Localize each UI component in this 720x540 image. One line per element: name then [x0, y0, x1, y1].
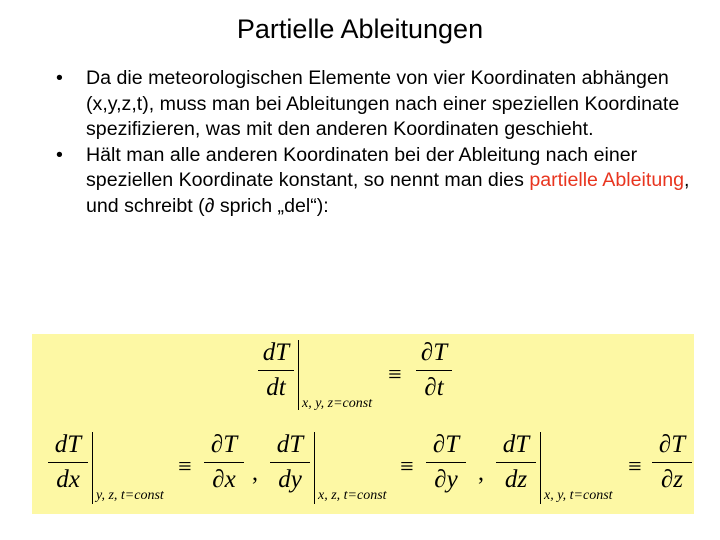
- separator-comma: ,: [478, 460, 484, 486]
- fraction-numerator: dT: [54, 431, 82, 458]
- formula-box: [32, 334, 694, 514]
- equivalence-symbol: ≡: [178, 454, 192, 480]
- fraction-numerator: dT: [502, 431, 530, 458]
- evaluation-bar: [314, 432, 315, 504]
- constant-condition: x, y, z=const: [302, 396, 373, 411]
- constant-condition: x, y, t=const: [544, 488, 613, 503]
- fraction-numerator: dT: [276, 431, 304, 458]
- fraction-numerator: ∂T: [420, 339, 448, 366]
- rhs-fraction: [426, 430, 466, 495]
- bullet-dot: •: [56, 143, 63, 166]
- slide-title: Partielle Ableitungen: [236, 14, 484, 44]
- fraction-denominator: dz: [496, 462, 536, 495]
- evaluation-bar: [92, 432, 93, 504]
- lhs-fraction: [270, 430, 310, 495]
- fraction-denominator: ∂y: [426, 462, 466, 495]
- constant-condition: x, z, t=const: [318, 488, 387, 503]
- separator-comma: ,: [252, 460, 258, 486]
- bullet-item-1: [56, 66, 696, 143]
- fraction-denominator: dt: [258, 370, 294, 403]
- constant-condition: y, z, t=const: [96, 488, 164, 503]
- fraction-numerator: ∂T: [432, 431, 460, 458]
- rhs-fraction: [204, 430, 244, 495]
- evaluation-bar: [298, 340, 299, 410]
- fraction-numerator: ∂T: [210, 431, 238, 458]
- rhs-fraction: [416, 338, 452, 403]
- fraction-denominator: ∂x: [204, 462, 244, 495]
- fraction-denominator: ∂z: [652, 462, 692, 495]
- fraction-numerator: ∂T: [658, 431, 686, 458]
- lhs-fraction: [258, 338, 294, 403]
- lhs-fraction: [48, 430, 88, 495]
- fraction-denominator: dx: [48, 462, 88, 495]
- bullet-1-text: Da die meteorologischen Elemente von vier Koordinaten abhängen (x,y,z,t), muss man bei Ableitungen nach einer speziellen Koordinate spezifizieren, was mit den anderen Koordinaten geschieht.: [86, 67, 680, 140]
- bullet-list: [56, 66, 696, 219]
- fraction-denominator: dy: [270, 462, 310, 495]
- bullet-2-line2: und schreibt (∂ sprich „del“):: [86, 194, 329, 217]
- bullet-2-text: Hält man alle anderen Koordinaten bei der Ableitung nach einer speziellen Koordinate konstant, so nennt man dies: [86, 143, 638, 191]
- rhs-fraction: [652, 430, 692, 495]
- lhs-fraction: [496, 430, 536, 495]
- fraction-numerator: dT: [262, 339, 290, 366]
- fraction-denominator: ∂t: [416, 370, 452, 403]
- equivalence-symbol: ≡: [400, 454, 414, 480]
- highlighted-term: partielle Ableitung: [529, 169, 685, 191]
- evaluation-bar: [540, 432, 541, 504]
- bullet-2-punct: ,: [684, 169, 690, 191]
- bullet-item-2: [56, 143, 696, 220]
- bullet-dot: •: [56, 67, 63, 89]
- equivalence-symbol: ≡: [628, 454, 642, 480]
- equivalence-symbol: ≡: [388, 362, 402, 388]
